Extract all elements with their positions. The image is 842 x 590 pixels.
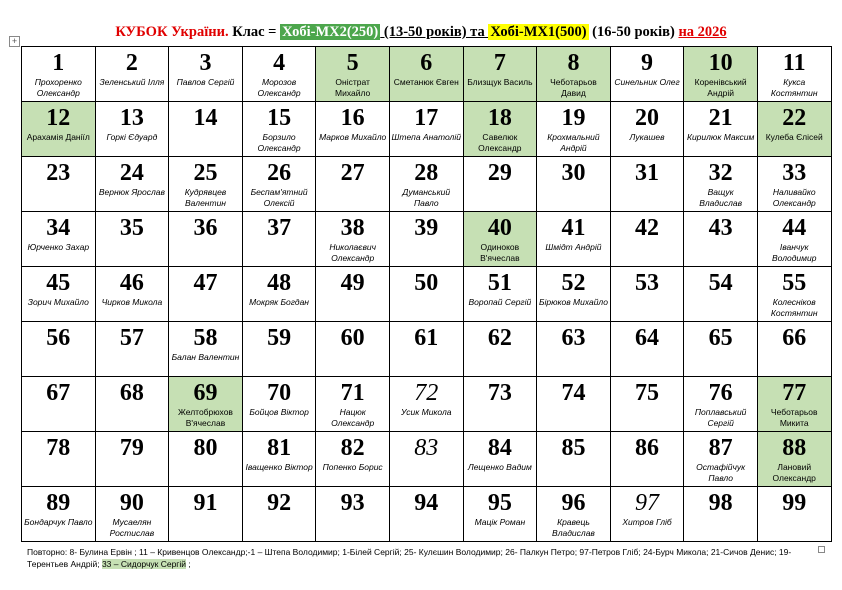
number-cell[interactable] (463, 377, 537, 432)
number-cell[interactable] (242, 212, 316, 267)
number-cell[interactable] (610, 47, 684, 102)
cell-number: 40 (487, 215, 512, 241)
cell-number: 44 (782, 215, 807, 241)
number-cell[interactable] (316, 432, 390, 487)
number-cell[interactable] (242, 102, 316, 157)
number-cell[interactable] (169, 322, 243, 377)
cell-rider-name: Чеботарьов Микита (770, 407, 818, 428)
number-cell[interactable] (389, 212, 463, 267)
cell-number: 5 (346, 50, 359, 76)
cell-number: 96 (561, 490, 586, 516)
cell-number: 64 (635, 325, 660, 351)
cell-rider-name: Прохоренко Олександр (34, 77, 82, 98)
number-cell[interactable] (95, 267, 169, 322)
number-cell[interactable] (242, 487, 316, 542)
cell-number: 23 (46, 160, 71, 186)
table-row (22, 487, 832, 542)
cell-number: 42 (635, 215, 660, 241)
number-cell[interactable] (389, 377, 463, 432)
cell-number: 57 (119, 325, 144, 351)
cell-number: 6 (420, 50, 433, 76)
cell-number: 16 (340, 105, 365, 131)
cell-number: 2 (125, 50, 138, 76)
cell-number: 77 (782, 380, 807, 406)
cell-rider-name: Іванчук Володимир (772, 242, 817, 263)
cell-number: 1 (52, 50, 65, 76)
table-row (22, 377, 832, 432)
number-cell[interactable] (610, 212, 684, 267)
title-class-a: Хобі-МХ2(250) (282, 24, 379, 40)
cell-rider-name: Колесніков Костянтин (770, 297, 818, 318)
cell-rider-name: Арахамія Даніїл (26, 132, 90, 142)
cell-rider-name: Усик Микола (401, 407, 452, 417)
cell-rider-name: Штепа Анатолій (391, 132, 461, 142)
number-cell[interactable] (22, 212, 96, 267)
number-cell[interactable] (95, 487, 169, 542)
cell-number: 65 (708, 325, 733, 351)
cell-rider-name: Николаєвич Олександр (329, 242, 377, 263)
number-cell[interactable] (537, 487, 611, 542)
cell-rider-name: Кравець Владислав (552, 517, 595, 538)
table-row (22, 212, 832, 267)
number-cell[interactable] (684, 47, 758, 102)
number-cell[interactable] (463, 322, 537, 377)
cell-rider-name: Кирилюк Максим (686, 132, 755, 142)
cell-number: 56 (46, 325, 71, 351)
table-row (22, 322, 832, 377)
cell-number: 53 (635, 270, 660, 296)
number-cell[interactable] (610, 102, 684, 157)
number-cell[interactable] (684, 212, 758, 267)
number-cell[interactable] (389, 267, 463, 322)
cell-rider-name: Мусаелян Ростислав (109, 517, 155, 538)
cell-number: 93 (340, 490, 365, 516)
cell-number: 58 (193, 325, 218, 351)
cell-rider-name: Савелюк Олександр (478, 132, 522, 153)
number-cell[interactable] (537, 47, 611, 102)
move-anchor-icon[interactable]: + (9, 36, 20, 47)
number-cell[interactable] (463, 267, 537, 322)
cell-number: 32 (708, 160, 733, 186)
cell-number: 69 (193, 380, 218, 406)
number-cell[interactable] (95, 212, 169, 267)
number-cell[interactable] (537, 157, 611, 212)
cell-rider-name: Синельник Олег (614, 77, 680, 87)
cell-number: 78 (46, 435, 71, 461)
cell-number: 27 (340, 160, 365, 186)
cell-number: 73 (487, 380, 512, 406)
cell-number: 82 (340, 435, 365, 461)
cell-rider-name: Мокряк Богдан (249, 297, 309, 307)
cell-number: 45 (46, 270, 71, 296)
cell-number: 94 (414, 490, 439, 516)
number-cell[interactable] (242, 322, 316, 377)
cell-rider-name: Юрченко Захар (27, 242, 90, 252)
number-cell[interactable] (316, 47, 390, 102)
cell-rider-name: Воропай Сергій (468, 297, 532, 307)
repeat-note-highlight: 33 – Сидорчук Сергій (101, 559, 187, 569)
cell-number: 11 (782, 50, 806, 76)
number-cell[interactable] (757, 47, 831, 102)
number-cell[interactable] (316, 212, 390, 267)
cell-number: 85 (561, 435, 586, 461)
cell-number: 35 (119, 215, 144, 241)
number-cell[interactable] (169, 432, 243, 487)
number-cell[interactable] (537, 102, 611, 157)
cell-number: 63 (561, 325, 586, 351)
cell-rider-name: Крохмальний Андрій (547, 132, 600, 153)
number-cell[interactable] (463, 487, 537, 542)
cell-rider-name: Одиноков В'ячеслав (480, 242, 520, 263)
cell-number: 81 (267, 435, 292, 461)
repeat-note-tail: ; (186, 559, 191, 569)
cell-number: 4 (273, 50, 286, 76)
number-cell[interactable] (537, 322, 611, 377)
cell-rider-name: Бірюков Михайло (538, 297, 608, 307)
cell-number: 29 (487, 160, 512, 186)
cell-number: 26 (267, 160, 292, 186)
number-cell[interactable] (757, 157, 831, 212)
cell-number: 79 (119, 435, 144, 461)
number-cell[interactable] (22, 322, 96, 377)
number-cell[interactable] (684, 322, 758, 377)
cell-number: 83 (414, 435, 439, 461)
cell-number: 48 (267, 270, 292, 296)
cell-number: 37 (267, 215, 292, 241)
cell-number: 38 (340, 215, 365, 241)
cell-rider-name: Сметанюк Євген (393, 77, 459, 87)
cell-rider-name: Балан Валентин (171, 352, 240, 362)
number-cell[interactable] (537, 377, 611, 432)
cell-number: 7 (493, 50, 506, 76)
cell-number: 9 (641, 50, 654, 76)
number-cell[interactable] (22, 157, 96, 212)
cell-rider-name: Лановий Олександр (772, 462, 816, 483)
number-cell[interactable] (169, 267, 243, 322)
number-cell[interactable] (169, 47, 243, 102)
number-cell[interactable] (610, 487, 684, 542)
number-cell[interactable] (463, 212, 537, 267)
number-cell[interactable] (389, 322, 463, 377)
number-cell[interactable] (95, 322, 169, 377)
number-cell[interactable] (610, 377, 684, 432)
number-cell[interactable] (242, 377, 316, 432)
cell-number: 52 (561, 270, 586, 296)
number-cell[interactable] (537, 212, 611, 267)
number-cell[interactable] (169, 487, 243, 542)
cell-number: 55 (782, 270, 807, 296)
cell-number: 17 (414, 105, 439, 131)
cell-rider-name: Шмідт Андрій (545, 242, 602, 252)
cell-rider-name: Зорич Михайло (27, 297, 89, 307)
title-class-label: Клас = (232, 24, 281, 40)
number-cell[interactable] (684, 157, 758, 212)
cell-number: 72 (414, 380, 439, 406)
cell-number: 22 (782, 105, 807, 131)
number-cell[interactable] (316, 377, 390, 432)
title-age-a: (13-50 років) та (380, 24, 489, 40)
cell-rider-name: Павлов Сергій (176, 77, 235, 87)
number-cell[interactable] (316, 102, 390, 157)
number-cell[interactable] (95, 47, 169, 102)
number-cell[interactable] (242, 432, 316, 487)
cell-number: 49 (340, 270, 365, 296)
cell-number: 99 (782, 490, 807, 516)
cell-number: 71 (340, 380, 365, 406)
number-cell[interactable] (22, 102, 96, 157)
number-cell[interactable] (242, 267, 316, 322)
title-year: на 2026 (678, 24, 727, 40)
cell-number: 39 (414, 215, 439, 241)
number-cell[interactable] (757, 432, 831, 487)
cell-rider-name: Кулеба Єлісей (765, 132, 823, 142)
cell-number: 89 (46, 490, 71, 516)
cell-number: 12 (46, 105, 71, 131)
cell-number: 60 (340, 325, 365, 351)
cell-number: 98 (708, 490, 733, 516)
page-title (0, 24, 842, 41)
cell-number: 10 (708, 50, 733, 76)
cell-number: 41 (561, 215, 586, 241)
cell-rider-name: Попенко Борис (322, 462, 383, 472)
cell-number: 46 (119, 270, 144, 296)
table-row (22, 267, 832, 322)
cell-rider-name: Хитров Гліб (622, 517, 672, 527)
cell-number: 28 (414, 160, 439, 186)
cell-rider-name: Ващук Владислав (699, 187, 743, 208)
number-cell[interactable] (684, 487, 758, 542)
cell-number: 20 (635, 105, 660, 131)
cell-number: 33 (782, 160, 807, 186)
number-cell[interactable] (95, 157, 169, 212)
cell-rider-name: Лещенко Вадим (467, 462, 532, 472)
number-cell[interactable] (22, 47, 96, 102)
cell-number: 50 (414, 270, 439, 296)
title-age-b: (16-50 років) (588, 24, 679, 40)
repeat-note-text: Повторно: 8- Булина Ервін ; 11 – Кривенцов Олександр;-1 – Штепа Володимир; 1-Білей Сергій; 25- Кулєшин Володимир; 26- Палкун Петро; 97-Петров Гліб; 24-Бурч Микола; 21-Сичов Денис; 19- Терентьев Андрій; (27, 547, 792, 569)
cell-number: 34 (46, 215, 71, 241)
cell-rider-name: Чеботарьов Давид (550, 77, 597, 98)
cell-rider-name: Чирков Микола (101, 297, 163, 307)
number-cell[interactable] (169, 157, 243, 212)
number-cell[interactable] (169, 102, 243, 157)
number-table (21, 46, 832, 542)
cell-number: 74 (561, 380, 586, 406)
cell-number: 97 (635, 490, 660, 516)
cell-rider-name: Наливайко Олександр (772, 187, 816, 208)
number-cell[interactable] (22, 432, 96, 487)
cell-rider-name: Остафійчук Павло (696, 462, 746, 483)
number-cell[interactable] (22, 377, 96, 432)
cell-number: 24 (119, 160, 144, 186)
number-cell[interactable] (169, 377, 243, 432)
cell-number: 51 (487, 270, 512, 296)
cell-rider-name: Поплавський Сергій (694, 407, 747, 428)
table-row (22, 157, 832, 212)
cell-rider-name: Бойцов Віктор (249, 407, 309, 417)
cell-number: 30 (561, 160, 586, 186)
repeat-note (27, 546, 817, 570)
cell-number: 66 (782, 325, 807, 351)
number-cell[interactable] (610, 322, 684, 377)
number-cell[interactable] (684, 267, 758, 322)
cell-rider-name: Кукса Костянтин (770, 77, 818, 98)
cell-rider-name: Кудрявцев Валентин (184, 187, 227, 208)
cell-number: 84 (487, 435, 512, 461)
title-cup: КУБОК України. (115, 24, 233, 40)
cell-number: 76 (708, 380, 733, 406)
cell-number: 47 (193, 270, 218, 296)
cell-rider-name: Мацік Роман (474, 517, 526, 527)
cell-rider-name: Бондарчук Павло (24, 517, 93, 527)
number-cell[interactable] (757, 102, 831, 157)
cell-rider-name: Оністрат Михайло (335, 77, 371, 98)
number-cell[interactable] (537, 267, 611, 322)
number-cell[interactable] (389, 157, 463, 212)
number-cell[interactable] (316, 157, 390, 212)
cell-number: 75 (635, 380, 660, 406)
number-cell[interactable] (22, 267, 96, 322)
cell-number: 36 (193, 215, 218, 241)
number-cell[interactable] (95, 432, 169, 487)
number-cell[interactable] (463, 102, 537, 157)
cell-number: 68 (119, 380, 144, 406)
number-cell[interactable] (463, 432, 537, 487)
cell-number: 67 (46, 380, 71, 406)
cell-rider-name: Желтобрюхов В'ячеслав (178, 407, 233, 428)
number-cell[interactable] (316, 322, 390, 377)
cell-rider-name: Марков Михайло (319, 132, 387, 142)
number-cell[interactable] (389, 102, 463, 157)
number-cell[interactable] (684, 102, 758, 157)
cell-number: 61 (414, 325, 439, 351)
number-cell[interactable] (316, 267, 390, 322)
number-cell[interactable] (757, 377, 831, 432)
cell-number: 18 (487, 105, 512, 131)
cell-number: 25 (193, 160, 218, 186)
cell-number: 31 (635, 160, 660, 186)
cell-number: 13 (119, 105, 144, 131)
number-cell[interactable] (316, 487, 390, 542)
number-cell[interactable] (610, 157, 684, 212)
cell-number: 70 (267, 380, 292, 406)
cell-rider-name: Беспам'ятний Олексій (250, 187, 308, 208)
cell-rider-name: Думанський Павло (402, 187, 451, 208)
cell-number: 92 (267, 490, 292, 516)
number-cell[interactable] (610, 267, 684, 322)
table-resize-handle[interactable] (818, 546, 825, 553)
number-cell[interactable] (684, 432, 758, 487)
cell-number: 95 (487, 490, 512, 516)
cell-number: 88 (782, 435, 807, 461)
title-class-b: Хобі-МХ1(500) (490, 24, 587, 40)
cell-number: 43 (708, 215, 733, 241)
number-cell[interactable] (757, 322, 831, 377)
number-cell[interactable] (757, 267, 831, 322)
number-cell[interactable] (389, 432, 463, 487)
table-row (22, 102, 832, 157)
cell-number: 54 (708, 270, 733, 296)
number-cell[interactable] (757, 212, 831, 267)
cell-number: 3 (199, 50, 212, 76)
cell-rider-name: Вернюк Ярослав (98, 187, 165, 197)
cell-number: 21 (708, 105, 733, 131)
number-cell[interactable] (95, 377, 169, 432)
number-cell[interactable] (389, 487, 463, 542)
cell-number: 62 (487, 325, 512, 351)
cell-rider-name: Іващенко Віктор (245, 462, 313, 472)
cell-number: 80 (193, 435, 218, 461)
cell-rider-name: Нацюк Олександр (331, 407, 375, 428)
number-cell[interactable] (463, 47, 537, 102)
number-cell[interactable] (389, 47, 463, 102)
cell-rider-name: Борзило Олександр (257, 132, 301, 153)
number-cell[interactable] (757, 487, 831, 542)
number-cell[interactable] (22, 487, 96, 542)
table-row (22, 47, 832, 102)
cell-number: 90 (119, 490, 144, 516)
cell-number: 15 (267, 105, 292, 131)
cell-rider-name: Зеленський Ілля (99, 77, 165, 87)
number-cell[interactable] (610, 432, 684, 487)
cell-number: 86 (635, 435, 660, 461)
cell-rider-name: Морозов Олександр (257, 77, 301, 98)
number-cell[interactable] (463, 157, 537, 212)
cell-rider-name: Близщук Василь (467, 77, 533, 87)
cell-number: 14 (193, 105, 218, 131)
cell-rider-name: Лукашев (629, 132, 665, 142)
cell-number: 59 (267, 325, 292, 351)
table-row (22, 432, 832, 487)
cell-rider-name: Горкі Єдуард (106, 132, 158, 142)
number-cell[interactable] (684, 377, 758, 432)
number-cell[interactable] (169, 212, 243, 267)
cell-number: 19 (561, 105, 586, 131)
number-cell[interactable] (537, 432, 611, 487)
number-cell[interactable] (95, 102, 169, 157)
cell-number: 8 (567, 50, 580, 76)
number-cell[interactable] (242, 157, 316, 212)
cell-number: 91 (193, 490, 218, 516)
cell-rider-name: Коренівський Андрій (694, 77, 747, 98)
cell-number: 87 (708, 435, 733, 461)
number-cell[interactable] (242, 47, 316, 102)
